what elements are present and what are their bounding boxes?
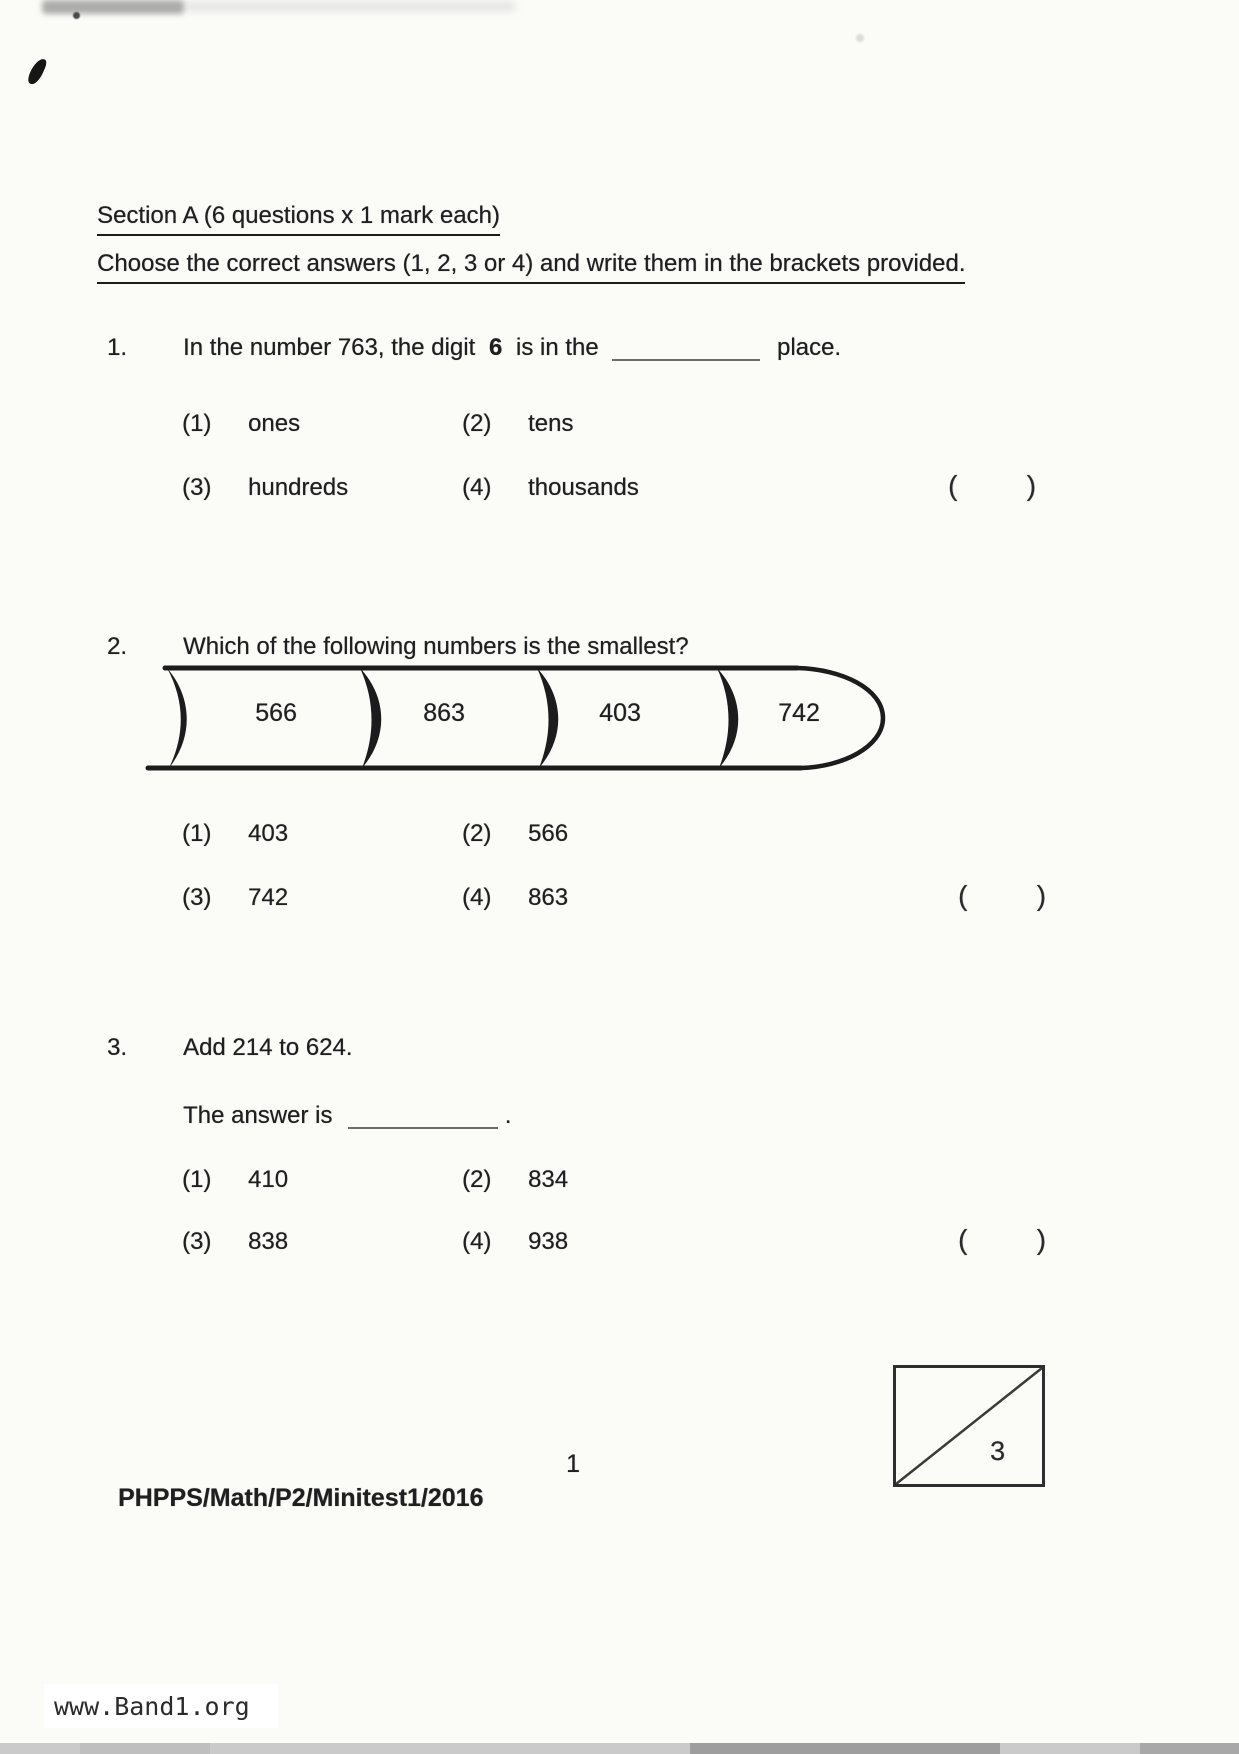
answer-brackets [948,470,1036,502]
option-tag: (3) [182,474,212,501]
question-3-number: 3. [107,1034,128,1061]
question-3-answer-line [183,1102,511,1130]
section-heading: Section A (6 questions x 1 mark each) [97,202,500,236]
close-bracket: ) [1036,880,1046,911]
answer-brackets [958,880,1046,912]
score-box-diagonal [896,1368,1042,1484]
answer-blank [348,1107,498,1129]
option-label: 403 [248,820,289,847]
scan-smudge-artifact [185,2,515,11]
instruction-line: Choose the correct answers (1, 2, 3 or 4) and write them in the brackets provided. [97,250,965,284]
option-tag: (1) [182,410,212,437]
footer-doc-code: PHPPS/Math/P2/Minitest1/2016 [118,1484,484,1512]
open-bracket: ( [958,880,968,911]
option-label: 566 [528,820,569,847]
option-tag: (4) [462,1228,492,1255]
scan-edge-strip [0,1743,1239,1754]
option-label: ones [248,410,301,437]
scan-edge-patch [1140,1743,1239,1754]
option-tag: (4) [462,884,492,911]
scroll-number: 403 [599,699,641,727]
question-1-stem-text: is in the [515,334,599,361]
open-bracket: ( [958,1224,968,1255]
scroll-number: 742 [778,699,820,727]
question-2-number: 2. [107,633,128,660]
answer-brackets [958,1224,1046,1256]
score-box-value: 3 [990,1436,1006,1466]
scroll-banner-graphic [145,663,890,773]
question-2-stem: Which of the following numbers is the smallest? [183,633,689,660]
option-label: thousands [528,474,639,501]
scan-edge-patch [80,1743,210,1754]
question-1-number: 1. [107,334,128,361]
close-bracket: ) [1036,1224,1046,1255]
page-number: 1 [566,1450,580,1478]
option-tag: (4) [462,474,492,501]
option-tag: (2) [462,1166,492,1193]
question-1-stem [183,334,841,362]
answer-line-text: The answer is [183,1102,333,1129]
option-tag: (1) [182,1166,212,1193]
option-label: hundreds [248,474,349,501]
scan-dot-artifact [856,34,864,42]
option-tag: (3) [182,1228,212,1255]
option-label: 838 [248,1228,289,1255]
question-3-stem: Add 214 to 624. [183,1034,353,1061]
question-1-stem-text: In the number 763, the digit [183,334,476,361]
option-label: 938 [528,1228,569,1255]
option-label: tens [528,410,574,437]
score-box [893,1365,1045,1487]
close-bracket: ) [1026,470,1036,501]
option-tag: (2) [462,820,492,847]
watermark-text: www.Band1.org [54,1692,250,1721]
open-bracket: ( [948,470,958,501]
scroll-number: 566 [255,699,297,727]
watermark-band [44,1684,278,1728]
option-label: 834 [528,1166,569,1193]
question-1-stem-bold-digit: 6 [488,334,503,361]
scroll-number: 863 [423,699,465,727]
option-label: 863 [528,884,569,911]
scan-smudge-artifact [42,0,184,14]
answer-blank [612,339,760,361]
answer-line-period: . [504,1102,512,1129]
question-1-stem-text: place. [776,334,842,361]
option-tag: (2) [462,410,492,437]
scan-dot-artifact [73,12,80,19]
option-tag: (3) [182,884,212,911]
scan-edge-patch [690,1743,1000,1754]
option-tag: (1) [182,820,212,847]
scan-mark-artifact [26,58,49,86]
option-label: 742 [248,884,289,911]
option-label: 410 [248,1166,289,1193]
